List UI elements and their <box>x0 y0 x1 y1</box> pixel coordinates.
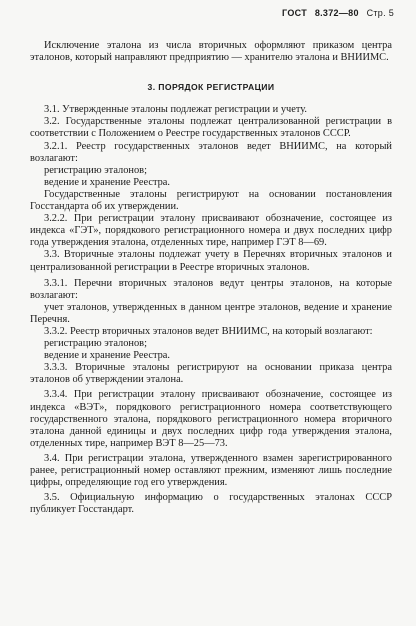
standard-label: ГОСТ <box>282 8 307 18</box>
paragraph-3-1: 3.1. Утвержденные эталоны подлежат регистрации и учету. <box>44 104 308 116</box>
paragraph-3-4: 3.4. При регистрации эталона, утвержденного взамен зарегистрированного ранее, регистрационный номер оставляют прежним, изменяют лишь последние цифры, определяющие год его утверждения. <box>30 452 392 489</box>
paragraph-3-2-2: 3.2.2. При регистрации эталону присваивают обозначение, состоящее из индекса «ГЭТ», порядкового регистрационного номера и двух последних цифр года утверждения эталона, отделенных тире, например ГЭТ 8—69. <box>30 213 392 249</box>
paragraph-3-3-3: 3.3.3. Вторичные эталоны регистрируют на основании приказа центра эталонов об утверждении эталона. <box>30 362 392 386</box>
paragraph-exclusion: Исключение эталона из числа вторичных оформляют приказом центра эталонов, который направляют предприятию — хранителю эталона и ВНИИМС. <box>30 40 392 64</box>
paragraph-3-2-1-basis: Государственные эталоны регистрируют на основании постановления Госстандарта об их утверждении. <box>30 188 392 213</box>
paragraph-3-2: 3.2. Государственные эталоны подлежат централизованной регистрации в соответствии с Положением о Реестре государственных эталонов СССР. <box>30 116 392 140</box>
paragraph-3-3: 3.3. Вторичные эталоны подлежат учету в Перечнях вторичных эталонов и централизованной регистрации в Реестре вторичных эталонов. <box>30 249 392 273</box>
list-item: ведение и хранение Реестра. <box>44 176 171 188</box>
list-item: регистрацию эталонов; <box>44 164 147 176</box>
paragraph-3-2-1: 3.2.1. Реестр государственных эталонов ведет ВНИИМС, на который возлагают: <box>30 140 392 164</box>
document-body <box>30 40 392 516</box>
standard-number: 8.372—80 <box>314 8 359 18</box>
list-item: учет эталонов, утвержденных в данном центре эталонов, ведение и хранение Перечня. <box>30 301 392 325</box>
paragraph-3-3-4: 3.3.4. При регистрации эталону присваивают обозначение, состоящее из индекса «ВЭТ», порядкового регистрационного номера соответствующего государственного эталона, порядкового регистрационного номера вторичного эталона данной единицы и двух последних цифр года утверждения эталона, отделенных тире, например ВЭТ 8—25—73. <box>30 389 392 449</box>
page-number: Стр. 5 <box>366 8 394 18</box>
paragraph-3-5: 3.5. Официальную информацию о государственных эталонах СССР публикует Госстандарт. <box>30 492 392 516</box>
paragraph-3-3-1: 3.3.1. Перечни вторичных эталонов ведут центры эталонов, на которые возлагают: <box>30 277 392 301</box>
list-item: ведение и хранение Реестра. <box>44 350 171 362</box>
section-title: 3. ПОРЯДОК РЕГИСТРАЦИИ <box>147 82 275 93</box>
page-header <box>277 8 394 18</box>
list-item: регистрацию эталонов; <box>44 338 147 350</box>
paragraph-3-3-2: 3.3.2. Реестр вторичных эталонов ведет ВНИИМС, на который возлагают: <box>44 325 373 337</box>
